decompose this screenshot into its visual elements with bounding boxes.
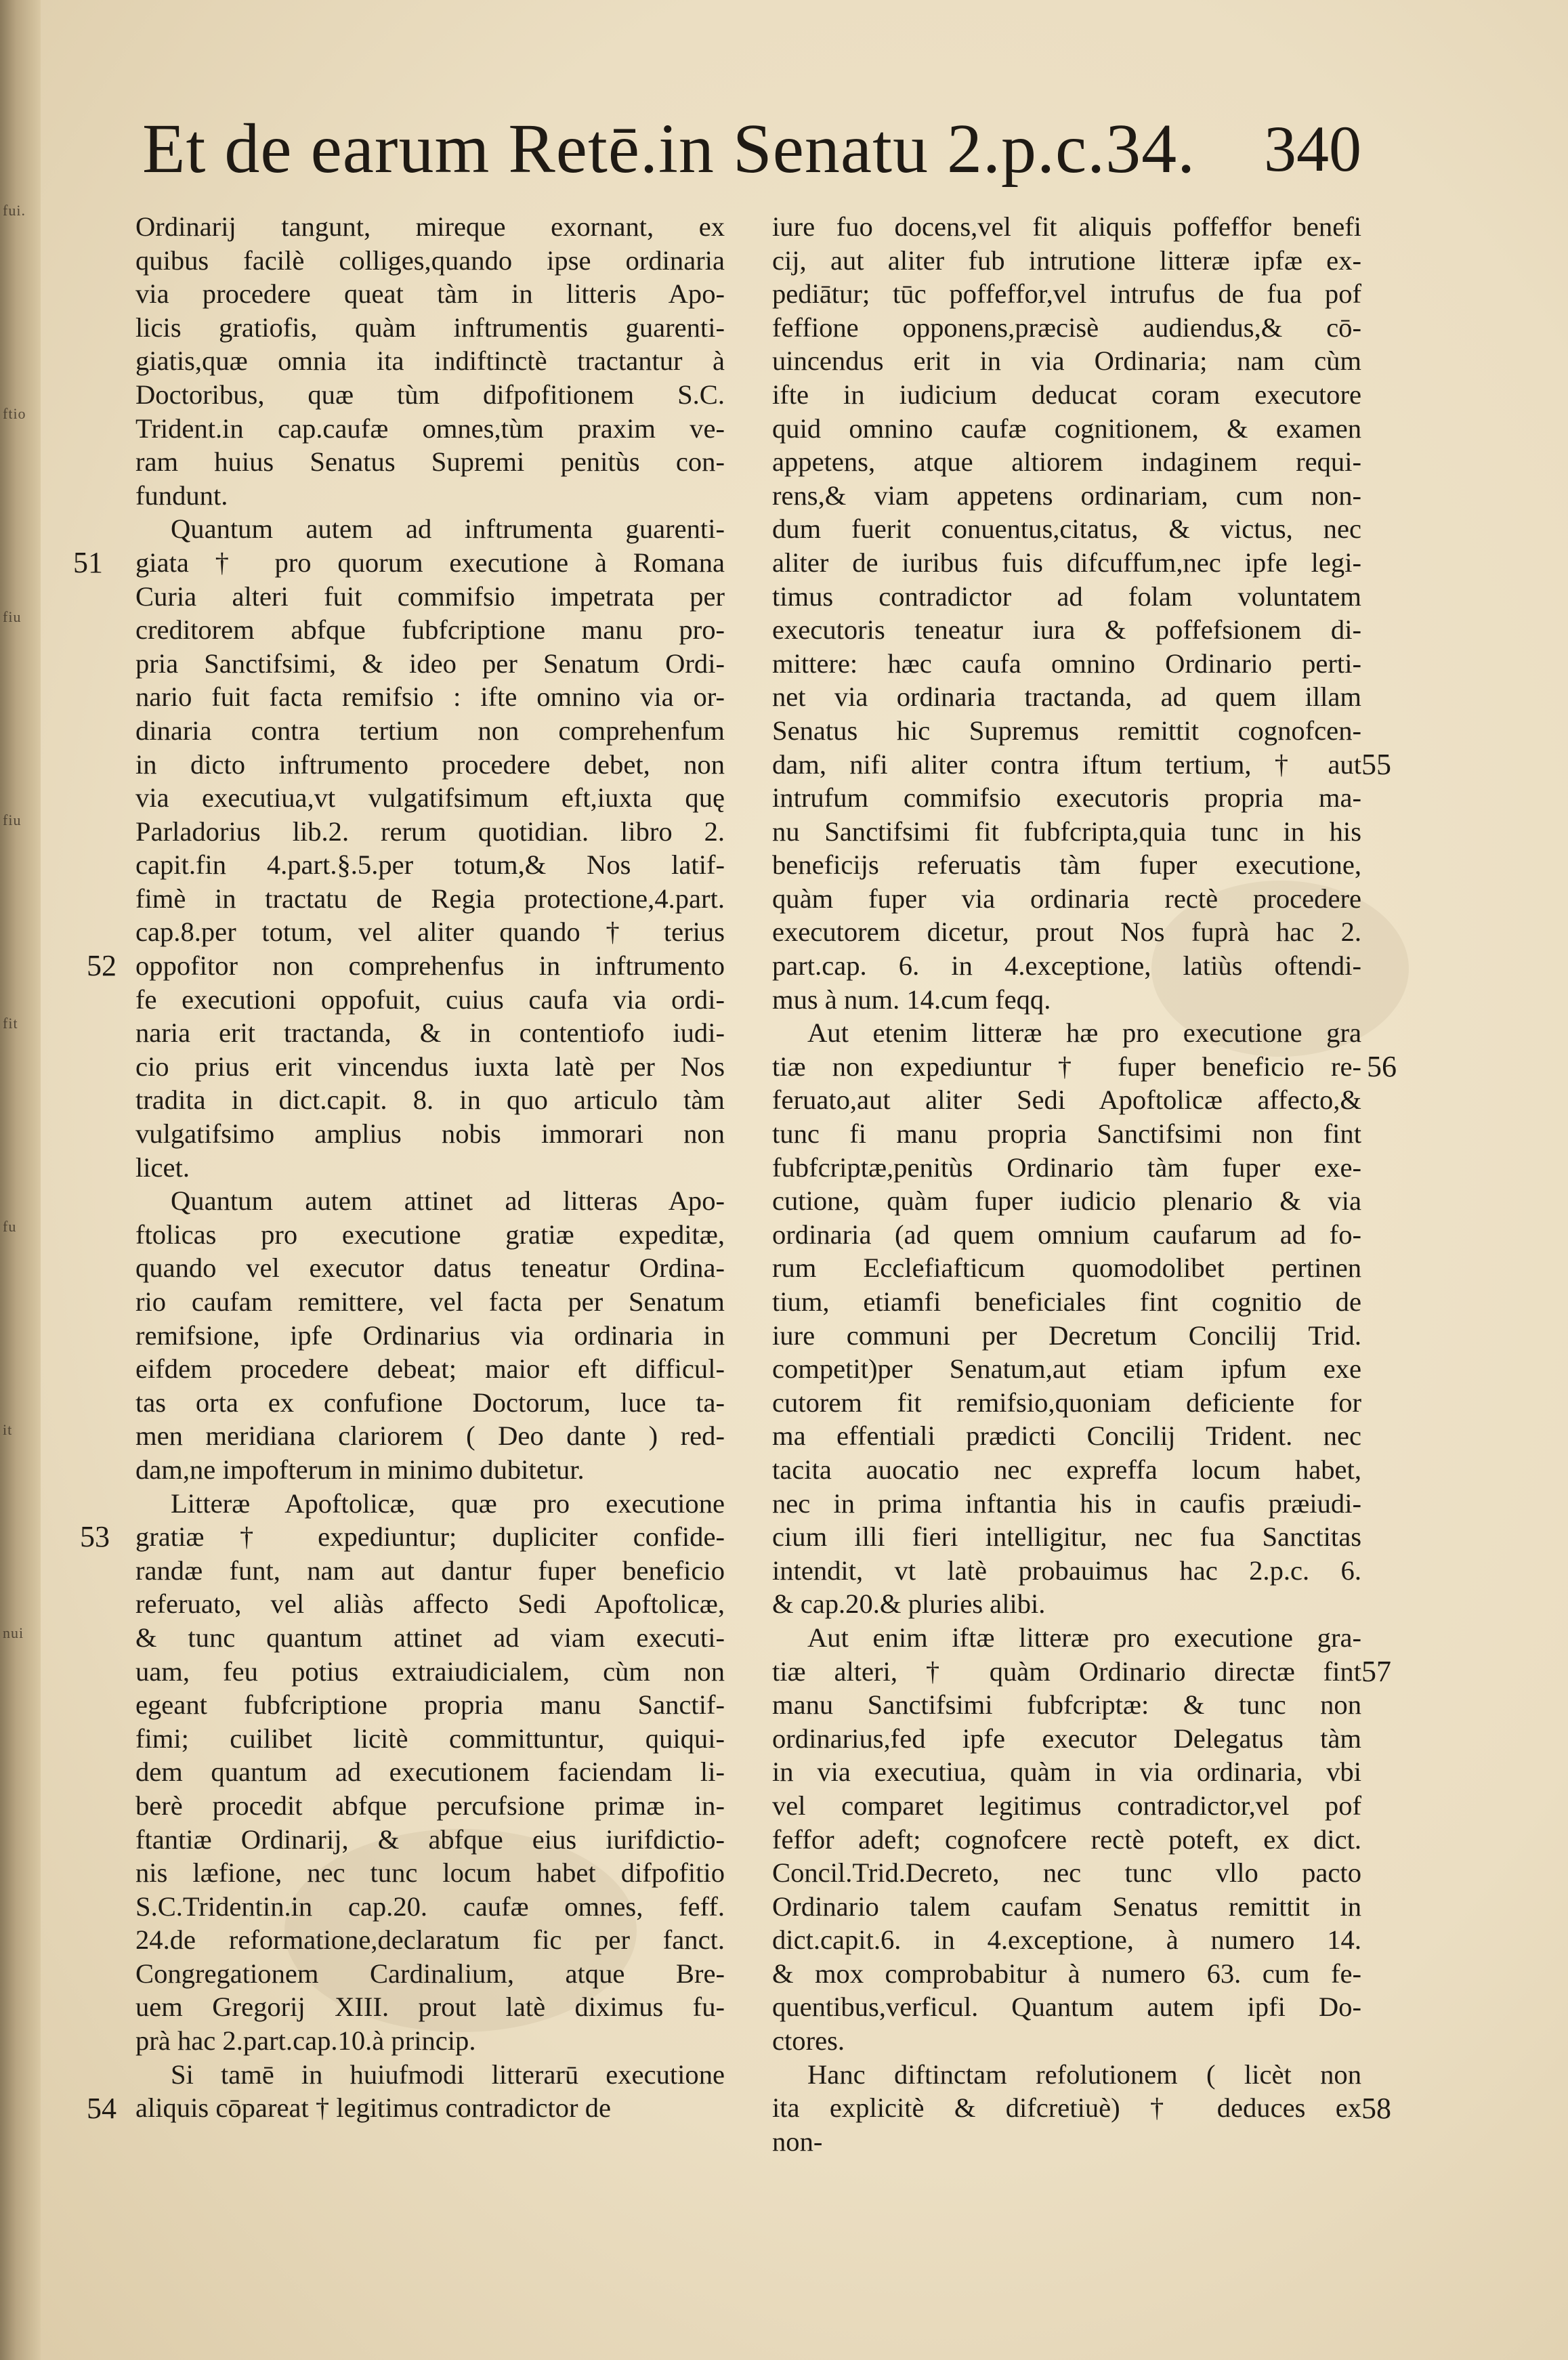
bleed-fragment: nui bbox=[3, 1624, 24, 1641]
text-line: dam, nifi aliter contra iftum tertium, † aut bbox=[772, 749, 1361, 780]
text-line: tium, etiamfi beneficiales fint cognitio de bbox=[772, 1286, 1361, 1317]
bleed-fragment: it bbox=[3, 1421, 13, 1438]
text-line: quàm fuper via ordinaria rectè procedere bbox=[772, 883, 1361, 914]
text-line: aliter de iuribus fuis difcuffum,nec ipfe legi- bbox=[772, 547, 1361, 578]
margin-number: 52 bbox=[87, 949, 116, 983]
text-line: pria Sanctifsimi, & ideo per Senatum Ordi- bbox=[135, 648, 725, 679]
text-line: rens,& viam appetens ordinariam, cum non- bbox=[772, 480, 1361, 511]
text-line: ordinarius,fed ipfe executor Delegatus tàm bbox=[772, 1723, 1361, 1754]
text-line: creditorem abfque fubfcriptione manu pro- bbox=[135, 614, 725, 646]
text-line: referuato, vel aliàs affecto Sedi Apoftolicæ, bbox=[135, 1588, 725, 1620]
text-line: dem quantum ad executionem faciendam li- bbox=[135, 1756, 725, 1788]
text-line: & mox comprobabitur à numero 63. cum fe- bbox=[772, 1958, 1361, 1989]
text-line: fubfcriptæ,penitùs Ordinario tàm fuper exe- bbox=[772, 1152, 1361, 1183]
margin-number: 58 bbox=[1361, 2091, 1391, 2125]
text-line: men meridiana clariorem ( Deo dante ) red- bbox=[135, 1420, 725, 1452]
text-line: quibus facilè colliges,quando ipse ordinaria bbox=[135, 245, 725, 276]
text-line: licis gratiofis, quàm inftrumentis guarenti- bbox=[135, 312, 725, 343]
text-line: feffor adeft; cognofcere rectè poteft, ex dict. bbox=[772, 1824, 1361, 1855]
text-line: cium illi fieri intelligitur, nec fua Sanctitas bbox=[772, 1521, 1361, 1553]
folio-number: 340 bbox=[1264, 112, 1361, 185]
bleed-fragment: fu bbox=[3, 1218, 17, 1235]
text-line: Litteræ Apoftolicæ, quæ pro executione bbox=[171, 1488, 725, 1519]
text-line: tacita auocatio nec expreffa locum habet, bbox=[772, 1454, 1361, 1485]
text-line: part.cap. 6. in 4.exceptione, latiùs oftendi- bbox=[772, 950, 1361, 982]
bleed-fragment: fiu bbox=[3, 608, 22, 625]
text-line: tas orta ex confufione Doctorum, luce ta- bbox=[135, 1387, 725, 1418]
text-line: uem Gregorij XIII. prout latè diximus fu- bbox=[135, 1992, 725, 2023]
text-line: ma effentiali prædicti Concilij Trident. nec bbox=[772, 1420, 1361, 1452]
text-line: ifte in iudicium deducat coram executore bbox=[772, 379, 1361, 410]
text-line: iure communi per Decretum Concilij Trid. bbox=[772, 1320, 1361, 1351]
text-line: & cap.20.& pluries alibi. bbox=[772, 1588, 1046, 1620]
text-line: rio caufam remittere, vel facta per Senatum bbox=[135, 1286, 725, 1317]
text-line: Quantum autem attinet ad litteras Apo- bbox=[171, 1185, 725, 1217]
text-line: nario fuit facta remifsio : ifte omnino via or- bbox=[135, 681, 725, 713]
page-header bbox=[142, 102, 1361, 196]
margin-number: 56 bbox=[1367, 1050, 1397, 1083]
text-line: dum fuerit conuentus,citatus, & victus, nec bbox=[772, 513, 1361, 545]
text-line: via procedere queat tàm in litteris Apo- bbox=[135, 278, 725, 310]
margin-number: 53 bbox=[80, 1520, 110, 1554]
text-line: quid omnino caufæ cognitionem, & examen bbox=[772, 413, 1361, 444]
text-line: ftantiæ Ordinarij, & abfque eius iurifdictio- bbox=[135, 1824, 725, 1855]
text-line: executorem dicetur, prout Nos fuprà hac 2. bbox=[772, 916, 1361, 948]
text-line: fimi; cuilibet licitè committuntur, quiqui- bbox=[135, 1723, 725, 1754]
text-line: appetens, atque altiorem indaginem requi- bbox=[772, 446, 1361, 478]
text-line: dam,ne impofterum in minimo dubitetur. bbox=[135, 1454, 585, 1485]
text-line: feruato,aut aliter Sedi Apoftolicæ affecto,& bbox=[772, 1084, 1361, 1116]
margin-number: 54 bbox=[87, 2091, 116, 2125]
text-line: Si tamē in huiufmodi litterarū executione bbox=[171, 2059, 725, 2090]
text-line: pediātur; tūc poffeffor,vel intrufus de fua pof bbox=[772, 278, 1361, 310]
text-line: quentibus,verficul. Quantum autem ipfi Do- bbox=[772, 1992, 1361, 2023]
text-line: intrufum commifsio executoris propria ma- bbox=[772, 782, 1361, 814]
left-column bbox=[135, 210, 725, 2125]
text-line: tiæ alteri, † quàm Ordinario directæ fint bbox=[772, 1656, 1361, 1687]
text-line: berè procedit abfque percufsione primæ in- bbox=[135, 1790, 725, 1821]
text-line: & tunc quantum attinet ad viam executi- bbox=[135, 1622, 725, 1653]
text-line: nis læfione, nec tunc locum habet difpofitio bbox=[135, 1857, 725, 1889]
text-line: 24.de reformatione,declaratum fic per fanct. bbox=[135, 1924, 725, 1956]
text-line: ftolicas pro executione gratiæ expeditæ, bbox=[135, 1219, 725, 1250]
text-line: Ordinarij tangunt, mireque exornant, ex bbox=[135, 211, 725, 242]
text-line: ita explicitè & difcretiuè) † deduces ex bbox=[772, 2092, 1361, 2124]
text-line: giatis,quæ omnia ita indiftinctè tractantur à bbox=[135, 345, 725, 377]
text-line: Curia alteri fuit commifsio impetrata per bbox=[135, 581, 725, 612]
text-line: Doctoribus, quæ tùm difpofitionem S.C. bbox=[135, 379, 725, 410]
text-line: ctores. bbox=[772, 2025, 845, 2057]
text-line: cutorem fit remifsio,quoniam deficiente for bbox=[772, 1387, 1361, 1418]
text-line: tunc fi manu propria Sanctifsimi non fint bbox=[772, 1118, 1361, 1150]
text-line: Senatus hic Supremus remittit cognofcen- bbox=[772, 715, 1361, 746]
text-line: cij, aut aliter fub intrutione litteræ ipfæ ex- bbox=[772, 245, 1361, 276]
right-column bbox=[772, 210, 1361, 2158]
text-line: iure fuo docens,vel fit aliquis poffeffor benefi bbox=[772, 211, 1361, 242]
text-line: timus contradictor ad folam voluntatem bbox=[772, 581, 1361, 612]
text-line: vulgatifsimo amplius nobis immorari non bbox=[135, 1118, 725, 1150]
text-line: S.C.Tridentin.in cap.20. caufæ omnes, feff. bbox=[135, 1891, 725, 1922]
text-line: in via executiua, quàm in via ordinaria, vbi bbox=[772, 1756, 1361, 1788]
text-line: beneficijs referuatis tàm fuper executione, bbox=[772, 849, 1361, 881]
text-line: gratiæ † expediuntur; dupliciter confide- bbox=[135, 1521, 725, 1553]
text-line: randæ funt, nam aut dantur fuper beneficio bbox=[135, 1555, 725, 1586]
text-line: ordinaria (ad quem omnium caufarum ad fo- bbox=[772, 1219, 1361, 1250]
text-line: Concil.Trid.Decreto, nec tunc vllo pacto bbox=[772, 1857, 1361, 1889]
text-line: aliquis cōpareat † legitimus contradictor de bbox=[135, 2092, 611, 2124]
text-line: eifdem procedere debeat; maior eft difficul- bbox=[135, 1353, 725, 1385]
text-line: tradita in dict.capit. 8. in quo articulo tàm bbox=[135, 1084, 725, 1116]
text-line: executoris teneatur iura & poffefsionem di- bbox=[772, 614, 1361, 646]
text-line: mittere: hæc caufa omnino Ordinario perti- bbox=[772, 648, 1361, 679]
text-line: egeant fubfcriptione propria manu Sanctif- bbox=[135, 1689, 725, 1721]
text-line: Ordinario talem caufam Senatus remittit in bbox=[772, 1891, 1361, 1922]
text-line: non- bbox=[772, 2126, 823, 2157]
text-line: Trident.in cap.caufæ omnes,tùm praxim ve- bbox=[135, 413, 725, 444]
binding-gutter bbox=[0, 0, 41, 2360]
text-line: rum Ecclefiafticum quomodolibet pertinen bbox=[772, 1252, 1361, 1284]
text-line: licet. bbox=[135, 1152, 190, 1183]
margin-number: 55 bbox=[1361, 747, 1391, 781]
text-line: dict.capit.6. in 4.exceptione, à numero 14. bbox=[772, 1924, 1361, 1956]
text-line: naria erit tractanda, & in contentiofo iudi- bbox=[135, 1017, 725, 1049]
text-line: quando vel executor datus teneatur Ordina- bbox=[135, 1252, 725, 1284]
text-line: cio prius erit vincendus iuxta latè per Nos bbox=[135, 1051, 725, 1082]
text-line: competit)per Senatum,aut etiam ipfum exe bbox=[772, 1353, 1361, 1385]
text-line: uincendus erit in via Ordinaria; nam cùm bbox=[772, 345, 1361, 377]
margin-number: 51 bbox=[73, 546, 103, 579]
text-line: Aut etenim litteræ hæ pro executione gra bbox=[807, 1017, 1361, 1049]
text-line: cap.8.per totum, vel aliter quando † terius bbox=[135, 916, 725, 948]
text-line: Parladorius lib.2. rerum quotidian. libro 2. bbox=[135, 816, 725, 847]
text-line: capit.fin 4.part.§.5.per totum,& Nos latif- bbox=[135, 849, 725, 881]
text-line: Quantum autem ad inftrumenta guarenti- bbox=[171, 513, 725, 545]
text-line: tiæ non expediuntur † fuper beneficio re- bbox=[772, 1051, 1361, 1082]
margin-number: 57 bbox=[1361, 1654, 1391, 1688]
text-line: dinaria contra tertium non comprehenfum bbox=[135, 715, 725, 746]
running-title: Et de earum Retē.in Senatu 2.p.c.34. bbox=[142, 110, 1196, 188]
text-line: nu Sanctifsimi fit fubfcripta,quia tunc in his bbox=[772, 816, 1361, 847]
text-line: vel comparet legitimus contradictor,vel pof bbox=[772, 1790, 1361, 1821]
text-line: cutione, quàm fuper iudicio plenario & via bbox=[772, 1185, 1361, 1217]
bleed-fragment: ftio bbox=[3, 405, 26, 422]
text-line: ram huius Senatus Supremi penitùs con- bbox=[135, 446, 725, 478]
text-line: Congregationem Cardinalium, atque Bre- bbox=[135, 1958, 725, 1989]
text-line: fimè in tractatu de Regia protectione,4.part. bbox=[135, 883, 725, 914]
text-line: intendit, vt latè probauimus hac 2.p.c. 6. bbox=[772, 1555, 1361, 1586]
bleed-fragment: fit bbox=[3, 1015, 18, 1032]
text-line: remifsione, ipfe Ordinarius via ordinaria in bbox=[135, 1320, 725, 1351]
text-line: mus à num. 14.cum feqq. bbox=[772, 984, 1051, 1015]
text-line: feffione opponens,præcisè audiendus,& cō- bbox=[772, 312, 1361, 343]
text-line: fundunt. bbox=[135, 480, 228, 511]
bleed-fragment: fiu bbox=[3, 812, 22, 828]
text-line: net via ordinaria tractanda, ad quem illam bbox=[772, 681, 1361, 713]
text-line: giata † pro quorum executione à Romana bbox=[135, 547, 725, 578]
text-line: fe executioni oppofuit, cuius caufa via ordi- bbox=[135, 984, 725, 1015]
bleed-fragment: fui. bbox=[3, 202, 26, 219]
text-line: via executiua,vt vulgatifsimum eft,iuxta quę bbox=[135, 782, 725, 814]
text-line: in dicto inftrumento procedere debet, non bbox=[135, 749, 725, 780]
text-line: oppofitor non comprehenfus in inftrumento bbox=[135, 950, 725, 982]
text-line: prà hac 2.part.cap.10.à princip. bbox=[135, 2025, 476, 2057]
text-line: Aut enim iftæ litteræ pro executione gra- bbox=[807, 1622, 1361, 1653]
text-line: uam, feu potius extraiudicialem, cùm non bbox=[135, 1656, 725, 1687]
text-line: manu Sanctifsimi fubfcriptæ: & tunc non bbox=[772, 1689, 1361, 1721]
text-line: Hanc diftinctam refolutionem ( licèt non bbox=[807, 2059, 1361, 2090]
text-line: nec in prima inftantia his in caufis præiudi- bbox=[772, 1488, 1361, 1519]
